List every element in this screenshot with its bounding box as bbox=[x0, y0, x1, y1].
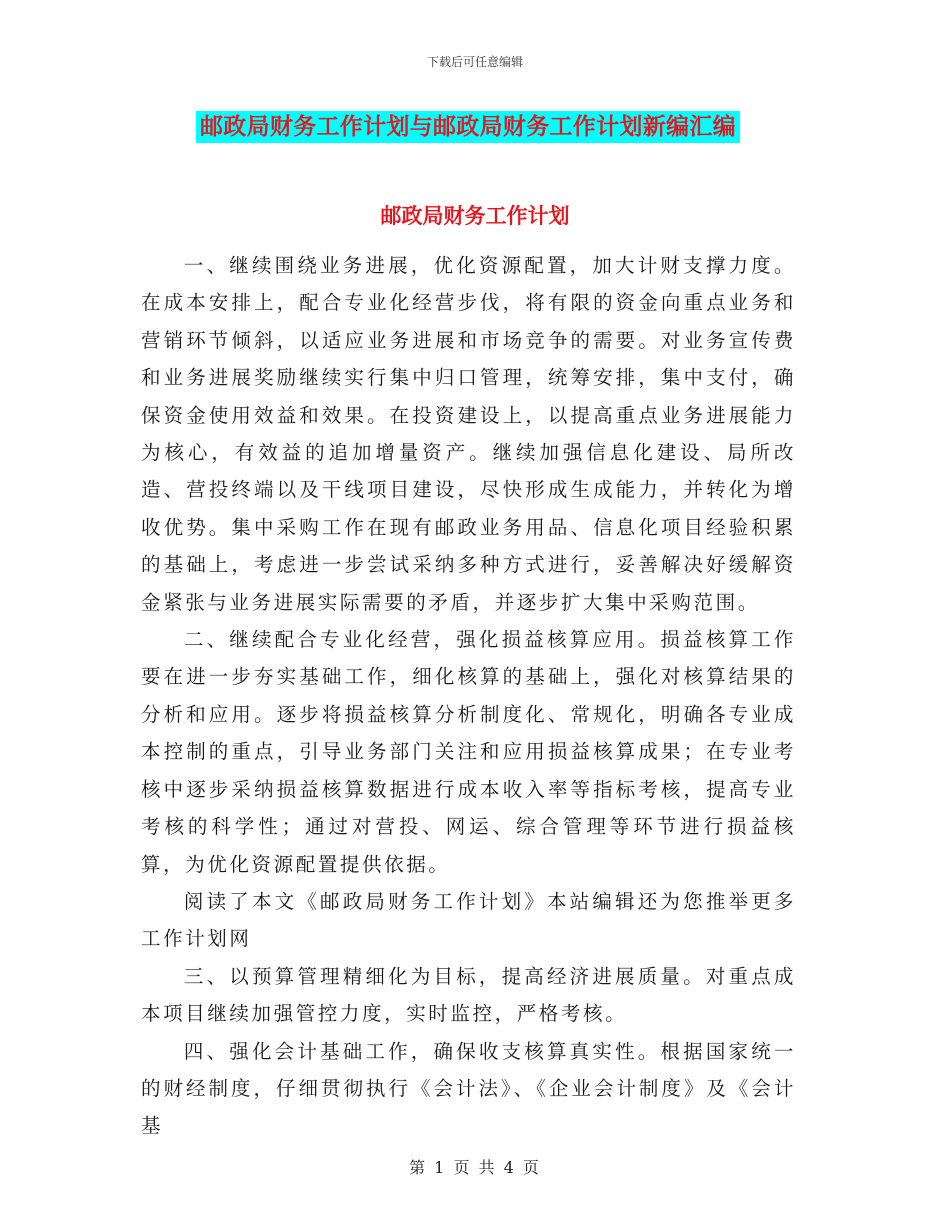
page-number: 第 1 页 共 4 页 bbox=[409, 1158, 541, 1177]
paragraph-2: 二、继续配合专业化经营，强化损益核算应用。损益核算工作要在进一步夯实基础工作，细化核算的基础上，强化对核算结果的分析和应用。逐步将损益核算分析制度化、常规化，明确各专业成本控制的重点，引导业务部门关注和应用损益核算成果；在专业考核中逐步采纳损益核算数据进行成本收入率等指标考核，提高专业考核的科学性；通过对营投、网运、综合管理等环节进行损益核算，为优化资源配置提供依据。 bbox=[141, 628, 796, 876]
paragraph-5: 四、强化会计基础工作，确保收支核算真实性。根据国家统一的财经制度，仔细贯彻执行《会计法》、《企业会计制度》及《会计基 bbox=[141, 1039, 796, 1138]
header-note: 下载后可任意编辑 bbox=[426, 55, 523, 69]
document-title: 邮政局财务工作计划与邮政局财务工作计划新编汇编 bbox=[196, 111, 740, 143]
paragraph-3: 阅读了本文《邮政局财务工作计划》本站编辑还为您推举更多工作计划网 bbox=[141, 889, 796, 951]
paragraph-1: 一、继续围绕业务进展，优化资源配置，加大计财支撑力度。在成本安排上，配合专业化经营步伐，将有限的资金向重点业务和营销环节倾斜，以适应业务进展和市场竞争的需要。对业务宣传费和业务进展奖励继续实行集中归口管理，统筹安排，集中支付，确保资金使用效益和效果。在投资建设上，以提高重点业务进展能力为核心，有效益的追加增量资产。继续加强信息化建设、局所改造、营投终端以及干线项目建设，尽快形成生成能力，并转化为增收优势。集中采购工作在现有邮政业务用品、信息化项目经验积累的基础上，考虑进一步尝试采纳多种方式进行，妥善解决好缓解资金紧张与业务进展实际需要的矛盾，并逐步扩大集中采购范围。 bbox=[141, 254, 796, 614]
paragraph-4: 三、以预算管理精细化为目标，提高经济进展质量。对重点成本项目继续加强管控力度，实时监控，严格考核。 bbox=[141, 964, 796, 1026]
section-title: 邮政局财务工作计划 bbox=[380, 204, 570, 228]
body-text bbox=[141, 247, 796, 1145]
